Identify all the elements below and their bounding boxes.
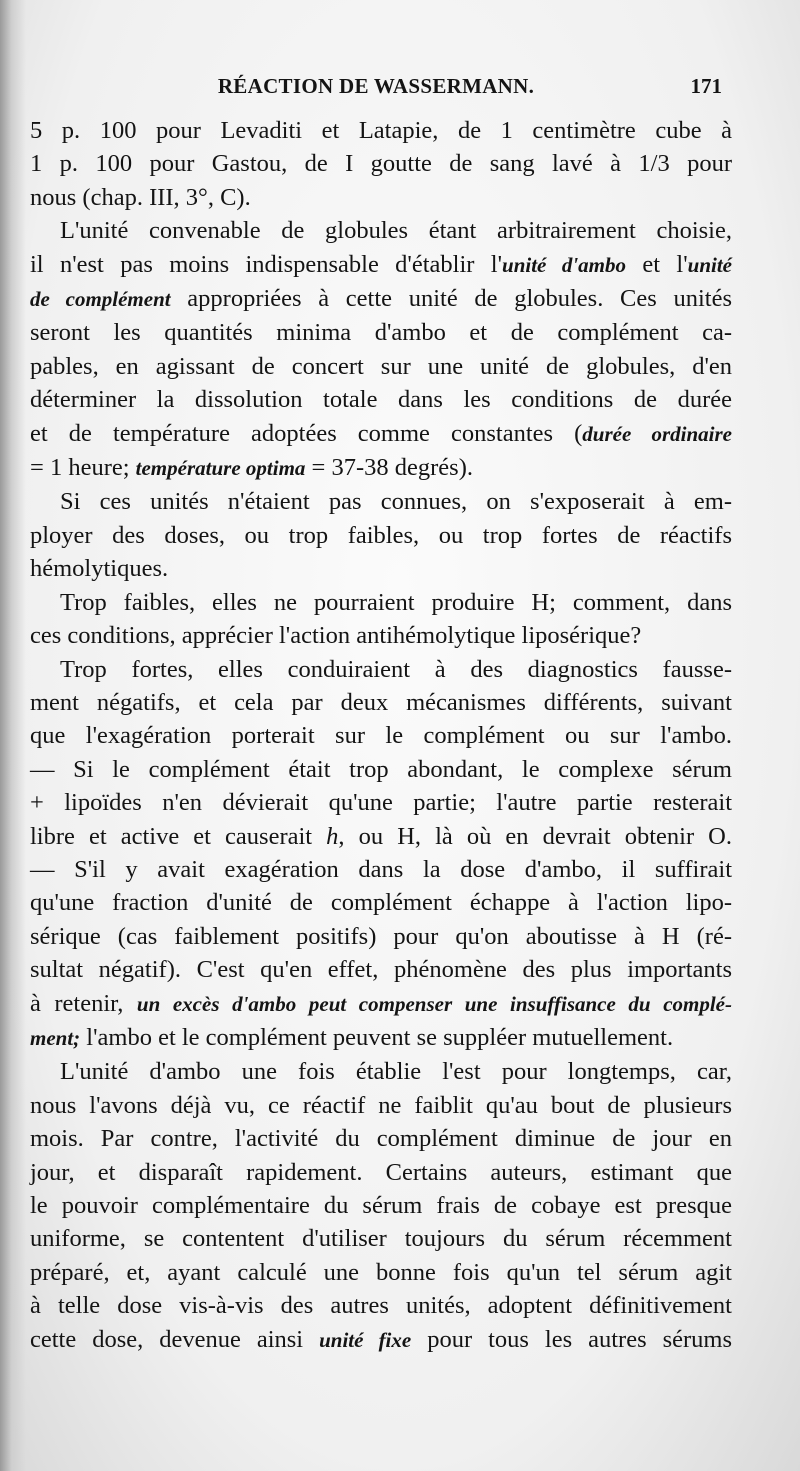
emphasis-text: unité fixe xyxy=(319,1327,412,1352)
text-line xyxy=(30,987,732,1021)
emphasis-text: unité d'ambo xyxy=(502,252,627,277)
body-text xyxy=(30,114,732,1357)
text-line: seront les quantités minima d'ambo et de complément ca- xyxy=(30,319,732,347)
emphasis-text: unité xyxy=(687,252,732,277)
text-line: — Si le complément était trop abondant, le complexe sérum xyxy=(30,755,732,783)
text-line: + lipoïdes n'en dévierait qu'une partie; l'autre partie resterait xyxy=(30,789,732,817)
text-line: L'unité convenable de globules étant arbitrairement choisie, xyxy=(60,217,732,245)
text-line xyxy=(30,451,732,485)
page-number: 171 xyxy=(690,74,722,98)
text-line: déterminer la dissolution totale dans les conditions de durée xyxy=(30,386,732,414)
text-run: et de température adoptées comme constantes ( xyxy=(30,419,583,447)
text-line: sultat négatif). C'est qu'en effet, phénomène des plus importants xyxy=(30,956,732,984)
text-line xyxy=(30,248,732,282)
emphasis-text: température optima xyxy=(135,456,306,481)
text-line: L'unité d'ambo une fois établie l'est pour longtemps, car, xyxy=(60,1058,732,1086)
text-line: sérique (cas faiblement positifs) pour qu'on aboutisse à H (ré- xyxy=(30,922,732,950)
emphasis-text: ment; xyxy=(30,1025,81,1050)
page-gutter-shadow xyxy=(0,0,26,1471)
text-line: le pouvoir complémentaire du sérum frais de cobaye est presque xyxy=(30,1192,732,1219)
emphasis-text: h xyxy=(326,822,339,850)
text-line: hémolytiques. xyxy=(30,555,169,583)
text-line: nous (chap. III, 3°, C). xyxy=(30,183,251,211)
text-line: qu'une fraction d'unité de complément échappe à l'action lipo- xyxy=(30,889,732,917)
text-line xyxy=(30,1323,732,1357)
text-line: Trop fortes, elles conduiraient à des diagnostics fausse- xyxy=(60,655,732,683)
text-line: préparé, et, ayant calculé une bonne fois qu'un tel sérum agit xyxy=(30,1258,732,1286)
text-line: que l'exagération porterait sur le complément ou sur l'ambo. xyxy=(30,722,732,750)
text-line: pables, en agissant de concert sur une unité de globules, d'en xyxy=(30,352,732,380)
text-line: ces conditions, apprécier l'action antihémolytique liposérique? xyxy=(30,622,642,650)
text-run: à retenir, xyxy=(30,989,137,1017)
text-run: cette dose, devenue ainsi xyxy=(30,1325,320,1353)
text-line: mois. Par contre, l'activité du complément diminue de jour en xyxy=(30,1125,732,1153)
text-line: nous l'avons déjà vu, ce réactif ne faiblit qu'au bout de plusieurs xyxy=(30,1091,732,1119)
text-run: appropriées à cette unité de globules. Ces unités xyxy=(170,285,732,313)
running-title: RÉACTION DE WASSERMANN. xyxy=(217,74,535,98)
text-line: jour, et disparaît rapidement. Certains auteurs, estimant que xyxy=(30,1158,732,1186)
text-run: et l' xyxy=(626,250,688,278)
text-run: l'ambo et le complément peuvent se suppléer mutuellement. xyxy=(80,1023,674,1051)
emphasis-text: de complément xyxy=(30,287,171,312)
text-run: , ou H, là où en devrait obtenir O. xyxy=(338,822,732,850)
text-run: libre et active et causerait xyxy=(30,822,327,850)
text-line: ment négatifs, et cela par deux mécanismes différents, suivant xyxy=(30,688,732,716)
text-line xyxy=(30,820,732,853)
text-run: = 1 heure; xyxy=(30,454,136,482)
text-line: à telle dose vis-à-vis des autres unités, adoptent définitivement xyxy=(30,1292,732,1320)
text-line: 5 p. 100 pour Levaditi et Latapie, de 1 centimètre cube à xyxy=(30,117,732,144)
text-line: Trop faibles, elles ne pourraient produire H; comment, dans xyxy=(60,588,732,616)
text-line xyxy=(30,282,732,316)
text-line: Si ces unités n'étaient pas connues, on s'exposerait à em- xyxy=(60,488,732,516)
text-line: ployer des doses, ou trop faibles, ou trop fortes de réactifs xyxy=(30,521,732,549)
text-run: il n'est pas moins indispensable d'établir l' xyxy=(30,250,503,278)
emphasis-text: durée ordinaire xyxy=(582,421,732,446)
text-line: 1 p. 100 pour Gastou, de I goutte de sang lavé à 1/3 pour xyxy=(30,150,732,178)
text-line: — S'il y avait exagération dans la dose d'ambo, il suffirait xyxy=(30,855,732,883)
text-run: = 37-38 degrés). xyxy=(305,454,473,482)
text-run: pour tous les autres sérums xyxy=(411,1325,733,1353)
page-header xyxy=(30,74,722,108)
text-line: uniforme, se contentent d'utiliser toujours du sérum récemment xyxy=(30,1225,732,1253)
text-line xyxy=(30,1021,732,1055)
emphasis-text: un excès d'ambo peut compenser une insuffisance du complé- xyxy=(136,991,732,1016)
text-line xyxy=(30,417,732,451)
